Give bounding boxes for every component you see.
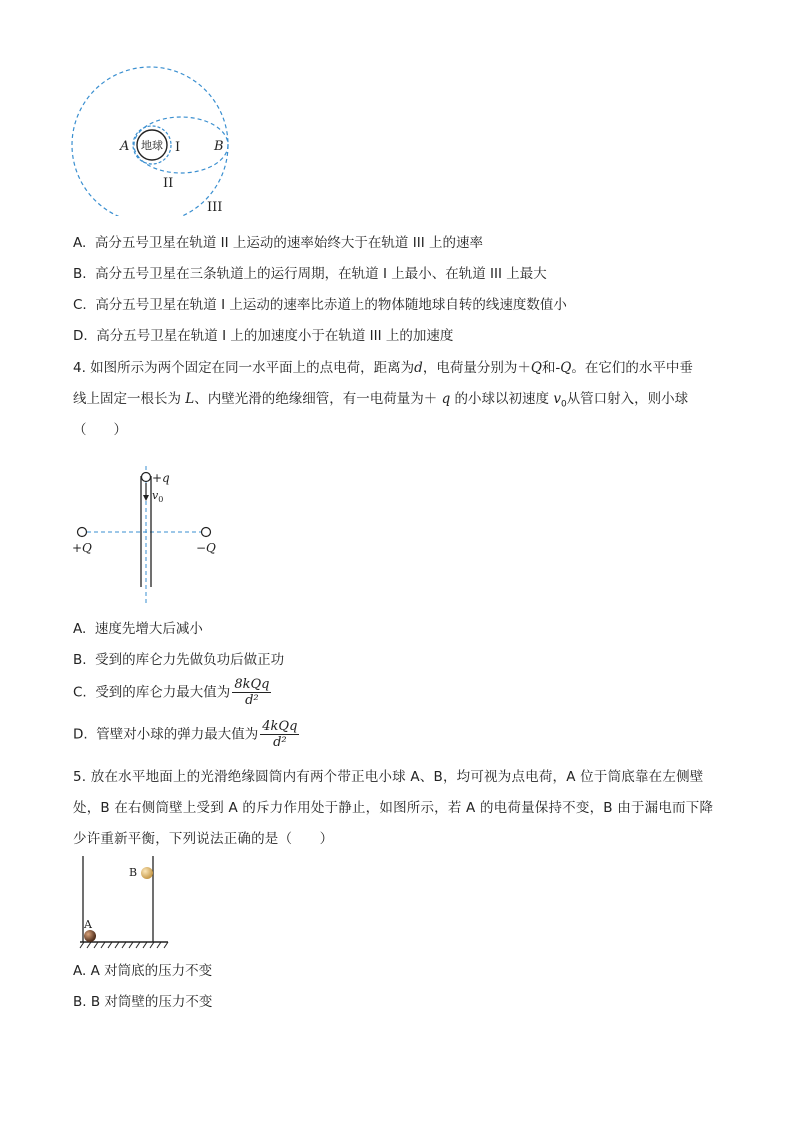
q3-option-a: A. 高分五号卫星在轨道 II 上运动的速率始终大于在轨道 III 上的速率 bbox=[73, 235, 483, 251]
q4-option-d: D. 管壁对小球的弹力最大值为 $\frac{\text{4kQq}}{\text{d²}}$ bbox=[73, 719, 298, 750]
q4-option-b: B. 受到的库仑力先做负功后做正功 bbox=[73, 652, 285, 668]
q4-stem-line2: 线上固定一根长为 L、内壁光滑的绝缘细管，有一电荷量为＋ q 的小球以初速度 $v_0$从管口射入，则小球 bbox=[73, 391, 689, 410]
label-minus-big-q: −Q bbox=[196, 541, 216, 555]
q5-option-b: B. B 对筒壁的压力不变 bbox=[73, 994, 213, 1010]
q3-option-d: D. 高分五号卫星在轨道 I 上的加速度小于在轨道 III 上的加速度 bbox=[73, 328, 454, 344]
label-plus-big-q: +Q bbox=[72, 541, 92, 555]
q4-option-c: C. 受到的库仑力最大值为 $\frac{\text{8kQq}}{\text{d²}}$ bbox=[73, 677, 270, 708]
q4-option-a: A. 速度先增大后减小 bbox=[73, 621, 203, 637]
fraction-c: $\frac{\text{8kQq}}{\text{d²}}$ bbox=[234, 677, 270, 708]
ball-a bbox=[84, 930, 96, 942]
ball-b bbox=[141, 867, 153, 879]
q5-option-a: A. A 对筒底的压力不变 bbox=[73, 963, 213, 979]
q4-stem-line3: （ ） bbox=[73, 422, 127, 438]
label-b: B bbox=[214, 139, 224, 154]
label-earth: 地球 bbox=[141, 139, 163, 152]
orbit-figure bbox=[66, 54, 246, 216]
label-iii: III bbox=[207, 200, 223, 215]
label-v0: $v_0$ bbox=[152, 489, 164, 504]
q5-stem: 5. 放在水平地面上的光滑绝缘圆筒内有两个带正电小球 A、B，均可视为点电荷，A 位于筒底靠在左侧壁处，B 在右侧筒壁上受到 A 的斥力作用处于静止，如图所示，若 A 的电荷量保持不变，B 由于漏电而下降少许重新平衡，下列说法正确的是（ ） bbox=[73, 769, 714, 847]
label-ball-a: A bbox=[84, 918, 92, 931]
ball-q bbox=[142, 473, 151, 482]
q3-option-b: B. 高分五号卫星在三条轨道上的运行周期，在轨道 I 上最小、在轨道 III 上最大 bbox=[73, 266, 547, 282]
ground-hatching bbox=[80, 942, 168, 948]
q3-option-c: C. 高分五号卫星在轨道 I 上运动的速率比赤道上的物体随地球自转的线速度数值小 bbox=[73, 297, 567, 313]
charge-plus-q bbox=[78, 528, 87, 537]
fraction-d: $\frac{\text{4kQq}}{\text{d²}}$ bbox=[262, 719, 298, 750]
label-ii: II bbox=[163, 176, 174, 191]
label-i: I bbox=[175, 140, 181, 155]
label-a: A bbox=[120, 139, 130, 154]
label-ball-b: B bbox=[129, 866, 138, 879]
cylinder-figure bbox=[72, 854, 178, 954]
velocity-arrow-head bbox=[143, 495, 149, 501]
q4-stem-line1: 4. 如图所示为两个固定在同一水平面上的点电荷，距离为d，电荷量分别为＋Q和-Q。在它们的水平中垂 bbox=[73, 360, 693, 376]
label-plus-q: +q bbox=[152, 471, 170, 485]
charge-minus-q bbox=[202, 528, 211, 537]
charge-tube-figure bbox=[68, 466, 228, 606]
